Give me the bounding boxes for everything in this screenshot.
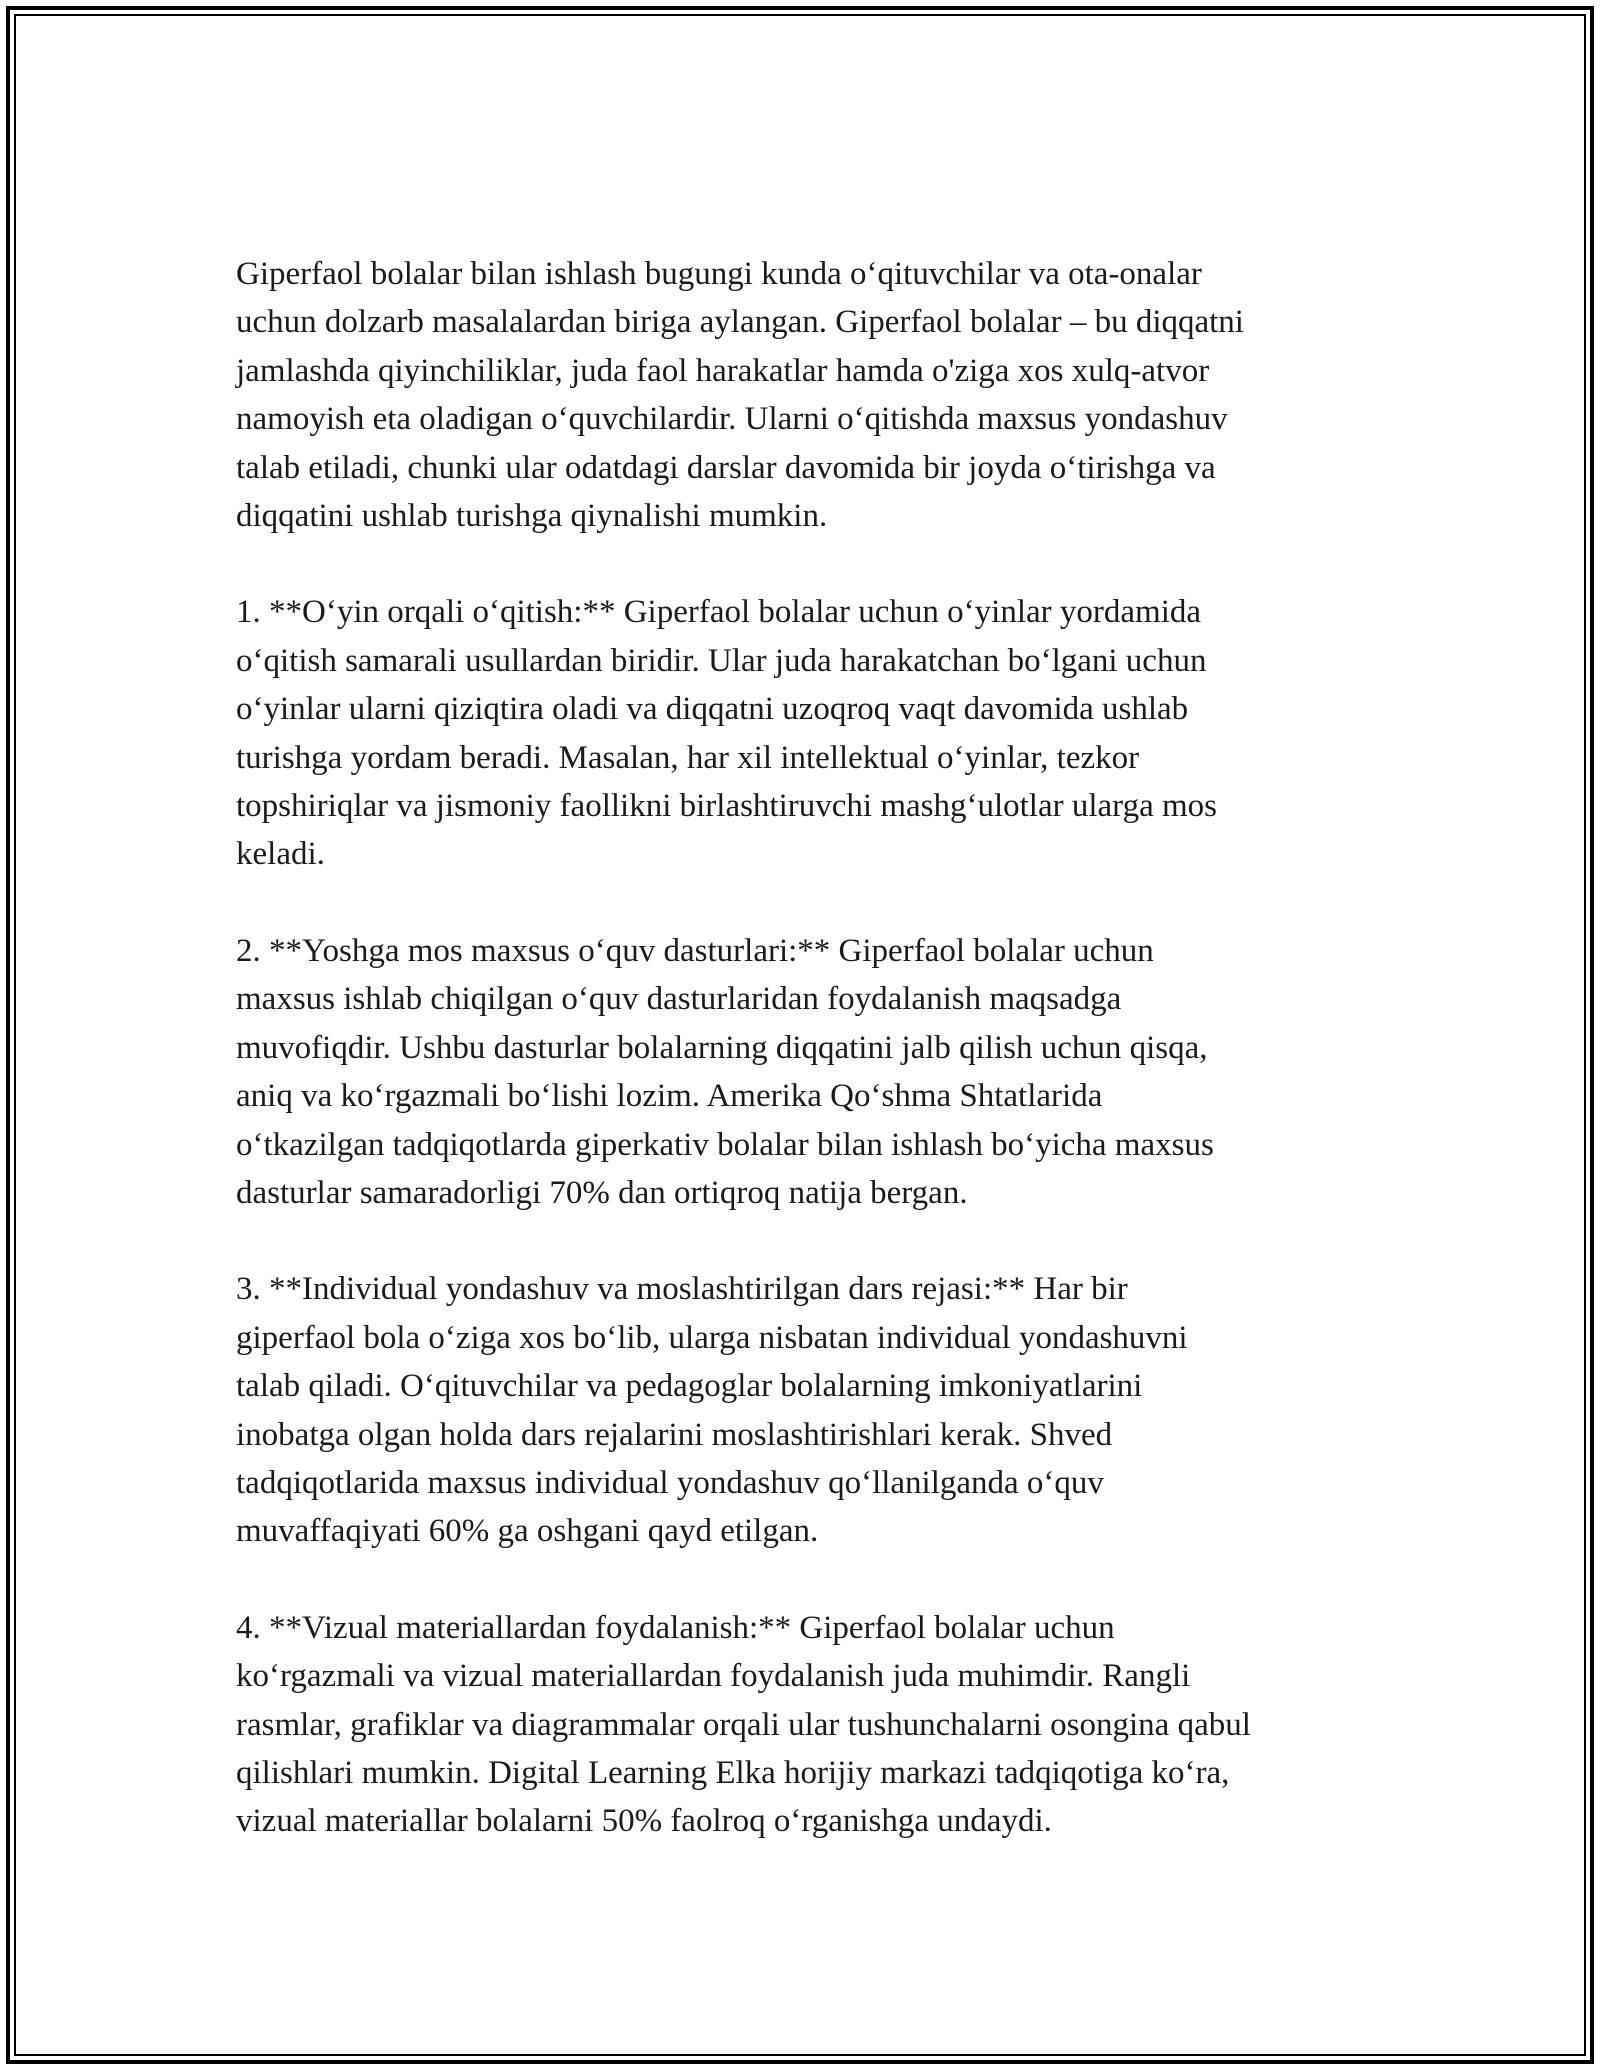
text-line: diqqatini ushlab turishga qiynalishi mumkin. xyxy=(236,498,828,535)
document-body xyxy=(236,250,1366,1846)
text-line: uchun dolzarb masalalardan biriga aylangan. Giperfaol bolalar – bu diqqatni xyxy=(236,304,1244,341)
list-item-2 xyxy=(236,927,1366,1217)
text-line: talab etiladi, chunki ular odatdagi darslar davomida bir joyda o‘tirishga va xyxy=(236,449,1216,486)
list-item-1 xyxy=(236,588,1366,878)
text-line: Giperfaol bolalar bilan ishlash bugungi kunda o‘qituvchilar va ota-onalar xyxy=(236,256,1202,292)
text-line: namoyish eta oladigan o‘quvchilardir. Ularni o‘qitishda maxsus yondashuv xyxy=(236,401,1228,438)
text-line: talab qiladi. O‘qituvchilar va pedagoglar bolalarning imkoniyatlarini xyxy=(236,1368,1143,1405)
text-line: qilishlari mumkin. Digital Learning Elka horijiy markazi tadqiqotiga ko‘ra, xyxy=(236,1754,1230,1791)
list-item-3 xyxy=(236,1265,1366,1555)
text-line: inobatga olgan holda dars rejalarini moslashtirishlari kerak. Shved xyxy=(236,1416,1113,1453)
text-line: ko‘rgazmali va vizual materiallardan foydalanish juda muhimdir. Rangli xyxy=(236,1658,1191,1695)
text-line: o‘tkazilgan tadqiqotlarda giperkativ bolalar bilan ishlash bo‘yicha maxsus xyxy=(236,1126,1214,1163)
text-line: turishga yordam beradi. Masalan, har xil intellektual o‘yinlar, tezkor xyxy=(236,739,1140,776)
text-line: tadqiqotlarida maxsus individual yondashuv qo‘llanilganda o‘quv xyxy=(236,1464,1104,1501)
text-line: 1. **O‘yin orqali o‘qitish:** Giperfaol bolalar uchun o‘yinlar yordamida xyxy=(236,594,1202,631)
text-line: dasturlar samaradorligi 70% dan ortiqroq natija bergan. xyxy=(236,1174,968,1211)
text-line: jamlashda qiyinchiliklar, juda faol harakatlar hamda o'ziga xos xulq-atvor xyxy=(236,352,1210,389)
text-line: rasmlar, grafiklar va diagrammalar orqali ular tushunchalarni osongina qabul xyxy=(236,1706,1251,1743)
list-item-4 xyxy=(236,1604,1366,1846)
text-line: 3. **Individual yondashuv va moslashtirilgan dars rejasi:** Har bir xyxy=(236,1271,1128,1308)
text-line: muvaffaqiyati 60% ga oshgani qayd etilgan. xyxy=(236,1513,819,1550)
text-line: topshiriqlar va jismoniy faollikni birlashtiruvchi mashg‘ulotlar ularga mos xyxy=(236,788,1217,825)
intro-paragraph xyxy=(236,250,1366,540)
text-line: vizual materiallar bolalarni 50% faolroq o‘rganishga undaydi. xyxy=(236,1803,1052,1840)
text-line: aniq va ko‘rgazmali bo‘lishi lozim. Amerika Qo‘shma Shtatlarida xyxy=(236,1078,1103,1115)
text-line: 2. **Yoshga mos maxsus o‘quv dasturlari:** Giperfaol bolalar uchun xyxy=(236,932,1154,969)
text-line: o‘qitish samarali usullardan biridir. Ular juda harakatchan bo‘lgani uchun xyxy=(236,642,1207,679)
text-line: o‘yinlar ularni qiziqtira oladi va diqqatni uzoqroq vaqt davomida ushlab xyxy=(236,691,1189,728)
text-line: giperfaol bola o‘ziga xos bo‘lib, ularga nisbatan individual yondashuvni xyxy=(236,1319,1188,1356)
text-line: maxsus ishlab chiqilgan o‘quv dasturlaridan foydalanish maqsadga xyxy=(236,981,1122,1018)
text-line: 4. **Vizual materiallardan foydalanish:** Giperfaol bolalar uchun xyxy=(236,1609,1115,1646)
text-line: keladi. xyxy=(236,836,325,873)
text-line: muvofiqdir. Ushbu dasturlar bolalarning diqqatini jalb qilish uchun qisqa, xyxy=(236,1029,1208,1066)
